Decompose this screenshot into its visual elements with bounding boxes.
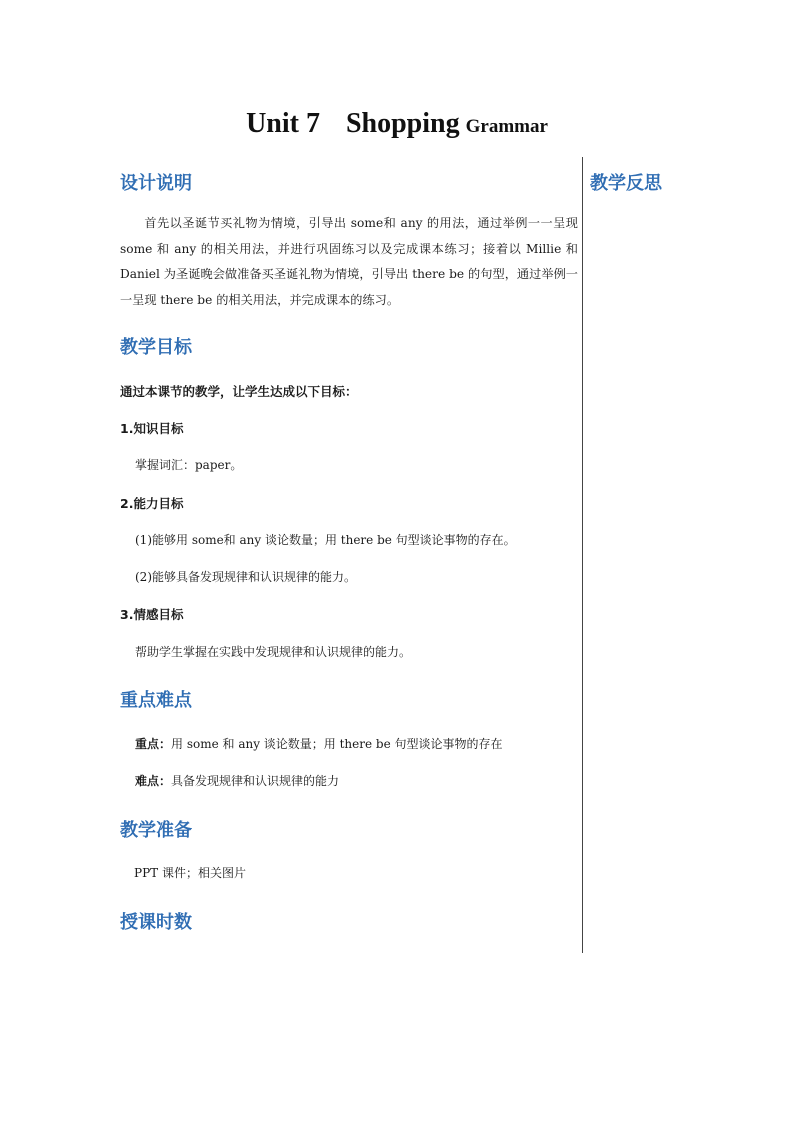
- key-label: 重点：: [135, 737, 172, 751]
- ability-item-2: (2)能够具备发现规律和认识规律的能力。: [135, 570, 356, 584]
- key-point-line: [135, 735, 503, 752]
- design-paragraph: 首先以圣诞节买礼物为情境，引导出 some和 any 的用法，通过举例一一呈现 some 和 any 的相关用法，并进行巩固练习以及完成课本练习；接着以 Millie 和 Daniel 为圣诞晚会做准备买圣诞礼物为情境，引导出 there be 的句型，通过举例一一呈现 there be 的相关用法，并完成课本的练习。: [120, 216, 578, 308]
- key-text: 用 some 和 any 谈论数量；用 there be 句型谈论事物的存在: [171, 737, 503, 751]
- emotion-title: 3.情感目标: [120, 607, 184, 622]
- preparation-heading: 教学准备: [120, 820, 192, 841]
- knowledge-item: 掌握词汇：paper。: [135, 458, 243, 472]
- design-heading: 设计说明: [120, 173, 192, 194]
- ability-title: 2.能力目标: [120, 496, 184, 511]
- knowledge-title: 1.知识目标: [120, 421, 184, 436]
- title-sub: Grammar: [465, 116, 548, 137]
- objectives-heading: 教学目标: [120, 337, 192, 358]
- difficult-text: 具备发现规律和认识规律的能力: [171, 774, 340, 788]
- column-divider: [582, 157, 583, 953]
- preparation-text: PPT 课件；相关图片: [134, 866, 246, 880]
- objectives-intro: 通过本课节的教学，让学生达成以下目标：: [120, 384, 358, 399]
- reflection-heading: 教学反思: [590, 173, 662, 194]
- emotion-item: 帮助学生掌握在实践中发现规律和认识规律的能力。: [135, 645, 412, 659]
- hours-heading: 授课时数: [120, 912, 192, 933]
- title-topic: Shopping: [345, 108, 460, 139]
- key-points-heading: 重点难点: [120, 690, 192, 711]
- title-unit: Unit 7: [246, 108, 320, 139]
- ability-item-1: (1)能够用 some和 any 谈论数量；用 there be 句型谈论事物的存在。: [135, 533, 516, 547]
- page-title: [0, 108, 794, 140]
- difficult-point-line: [135, 772, 339, 789]
- difficult-label: 难点：: [135, 774, 172, 788]
